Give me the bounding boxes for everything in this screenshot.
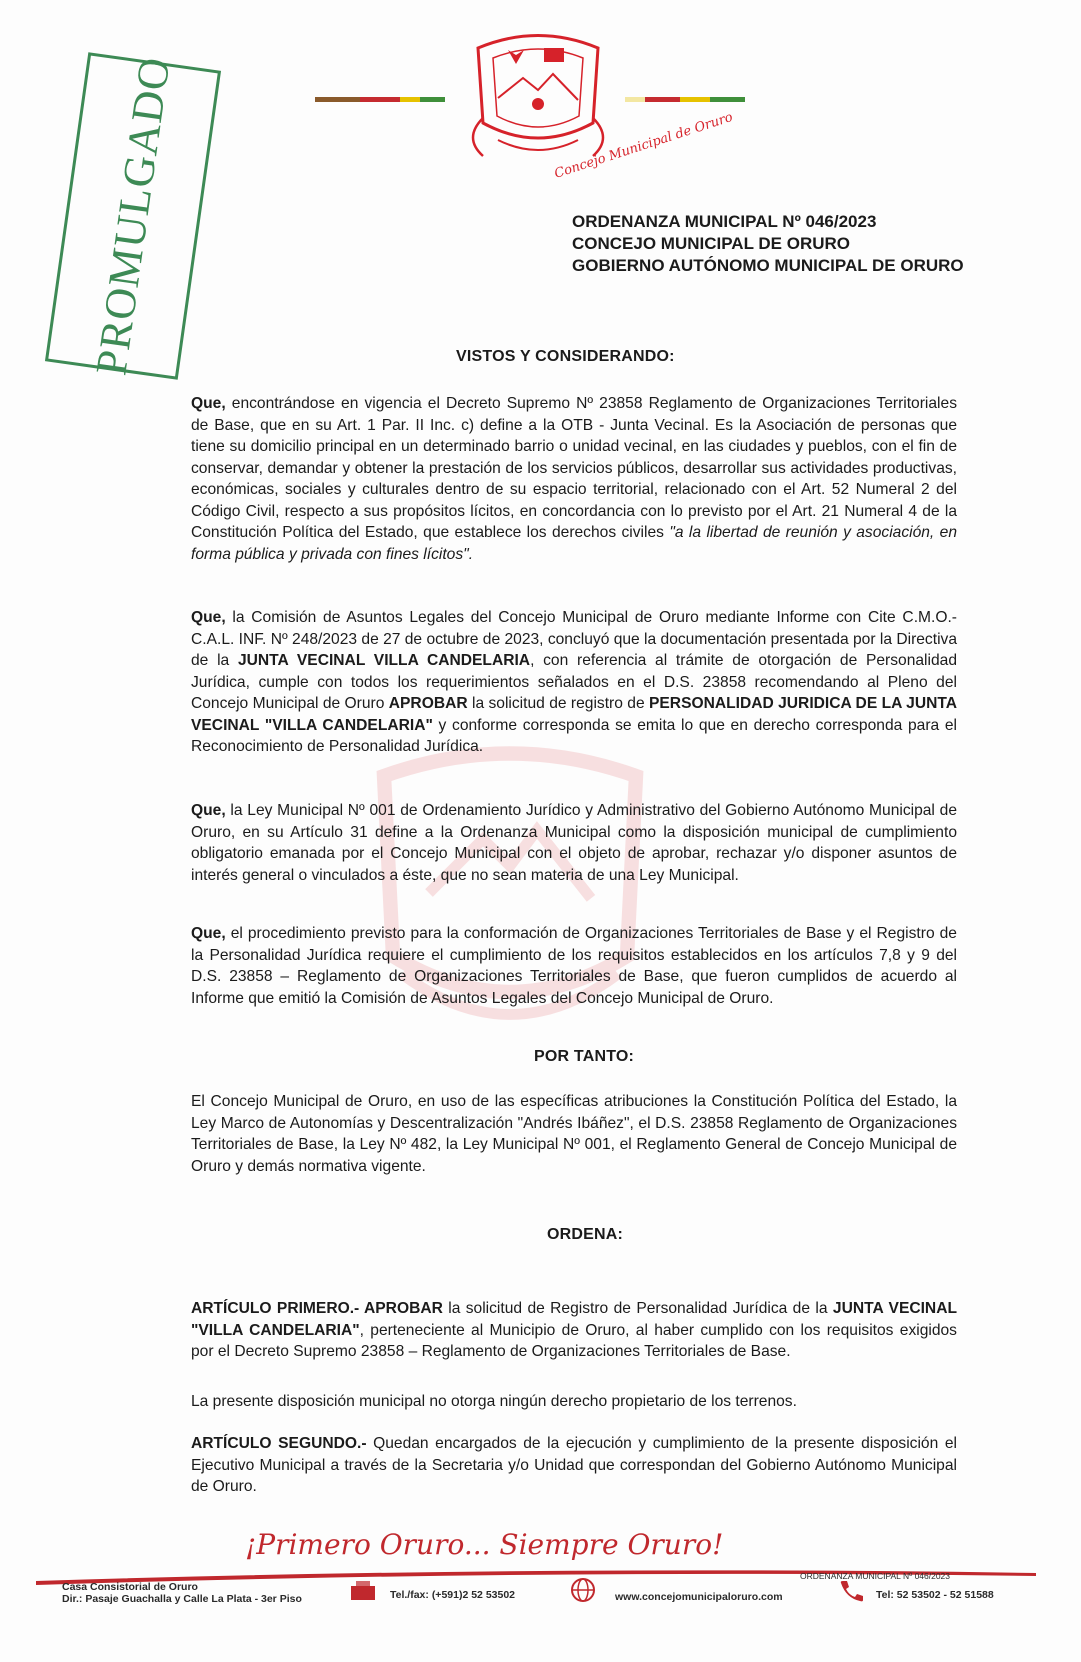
address-line-2: Dir.: Pasaje Guachalla y Calle La Plata - 3er Piso xyxy=(62,1593,302,1605)
footer-phone-fax: Tel./fax: (+591)2 52 53502 xyxy=(390,1589,516,1601)
articulo-segundo: ARTÍCULO SEGUNDO.- Quedan encargados de la ejecución y cumplimiento de la presente disposición el Ejecutivo Municipal a través de la Secretaria y/o Unidad que correspondan del Gobierno Autónomo Municipal de Oruro. xyxy=(191,1435,957,1495)
article-lead: ARTÍCULO PRIMERO.- APROBAR xyxy=(191,1300,443,1317)
considerando-paragraph-4: Que, el procedimiento previsto para la conformación de Organizaciones Territoriales de Base y el Registro de la Personalidad Jurídica requiere el cumplimiento de los requisitos establecidos en los artículos 7,8 y 9 del D.S. 23858 – Reglamento de Organizaciones Territoriales de Base, que fueron cumplidos de acuerdo al Informe que emitió la Comisión de Asuntos Legales del Concejo Municipal de Oruro. xyxy=(191,925,957,1007)
articulo-primero: ARTÍCULO PRIMERO.- APROBAR la solicitud de Registro de Personalidad Jurídica de la JUNTA VECINAL "VILLA CANDELARIA", perteneciente al Municipio de Oruro, al haber cumplido con los requisitos exigidos por el Decreto Supremo 23858 – Reglamento de Organizaciones Territoriales de Base. xyxy=(191,1300,957,1360)
phone-icon xyxy=(838,1579,866,1603)
promulgado-stamp xyxy=(45,52,221,380)
crest-caption: Concejo Municipal de Oruro xyxy=(552,109,735,182)
paragraph-lead: Que, xyxy=(191,925,226,942)
globe-icon xyxy=(570,1577,596,1603)
por-tanto-heading: POR TANTO: xyxy=(534,1048,635,1065)
council-name: CONCEJO MUNICIPAL DE ORURO xyxy=(572,234,851,253)
article-lead: ARTÍCULO SEGUNDO.- xyxy=(191,1435,367,1452)
footer-ordinance-ref: ORDENANZA MUNICIPAL Nº 046/2023 xyxy=(800,1571,951,1581)
considerando-paragraph-1: Que, encontrándose en vigencia el Decreto Supremo Nº 23858 Reglamento de Organizaciones Territoriales de Base, que en su Art. 1 Par. II Inc. c) define a la OTB - Junta Vecinal. Es la Asociación de personas que tiene su domicilio principal en un determinado barrio o unidad vecinal, en las ciudades y pueblos, con el fin de conservar, demandar y obtener la prestación de los servicios públicos, desarrollar sus actividades productivas, económicas, sociales y culturales dentro de su espacio territorial, relacionado con el Art. 52 Numeral 2 del Código Civil, respecto a sus propósitos lícitos, en concordancia con lo previsto por el Art. 21 Numeral 4 de la Constitución Política del Estado, que establece los derechos civiles "a la libertad de reunión y asociación, en forma pública y privada con fines lícitos". xyxy=(191,395,957,563)
por-tanto-paragraph: El Concejo Municipal de Oruro, en uso de las específicas atribuciones la Constitución Política del Estado, la Ley Marco de Autonomías y Descentralización "Andrés Ibáñez", el D.S. 23858 Reglamento de Organizaciones Territoriales de Base, la Ley Nº 482, la Ley Municipal Nº 001, el Reglamento General de Concejo Municipal de Oruro y demás normativa vigente. xyxy=(191,1093,957,1175)
ordinance-header xyxy=(572,211,964,277)
considerando-paragraph-3: Que, la Ley Municipal Nº 001 de Ordenamiento Jurídico y Administrativo del Gobierno Autónomo Municipal de Oruro, en su Artículo 31 define a la Ordenanza Municipal como la disposición municipal de cumplimiento obligatorio emanada por el Concejo Municipal con el objeto de aprobar, rechazar y/o disponer asuntos de interés general o vinculados a éste, que no sean materia de una Ley Municipal. xyxy=(191,802,957,884)
color-band-right xyxy=(625,97,745,102)
color-band-left xyxy=(315,97,445,102)
address-line-1: Casa Consistorial de Oruro xyxy=(62,1581,198,1593)
stamp-text: PROMULGADO xyxy=(86,53,180,379)
fax-icon xyxy=(350,1580,376,1604)
paragraph-lead: Que, xyxy=(191,395,226,412)
considerando-paragraph-2: Que, la Comisión de Asuntos Legales del Concejo Municipal de Oruro mediante Informe con Cite C.M.O.-C.A.L. INF. Nº 248/2023 de 27 de octubre de 2023, concluyó que la documentación presentada por la Directiva de la JUNTA VECINAL VILLA CANDELARIA, con referencia al trámite de otorgación de Personalidad Jurídica, cumple con todos los requerimientos señalados en el D.S. 23858 recomendando al Pleno del Concejo Municipal de Oruro APROBAR la solicitud de registro de PERSONALIDAD JURIDICA DE LA JUNTA VECINAL "VILLA CANDELARIA" y conforme corresponda se emita lo que en derecho corresponda para el Reconocimiento de Personalidad Jurídica. xyxy=(191,609,958,755)
ordena-heading: ORDENA: xyxy=(547,1226,624,1243)
paragraph-lead: Que, xyxy=(191,609,226,626)
paragraph-lead: Que, xyxy=(191,802,226,819)
footer-slogan: ¡Primero Oruro... Siempre Oruro! xyxy=(245,1528,724,1561)
government-name: GOBIERNO AUTÓNOMO MUNICIPAL DE ORURO xyxy=(572,256,964,275)
footer-address xyxy=(62,1581,302,1605)
footer-phones: Tel: 52 53502 - 52 51588 xyxy=(876,1589,994,1601)
footer-website-link[interactable]: www.concejomunicipaloruro.com xyxy=(615,1591,783,1603)
articulo-primero-note: La presente disposición municipal no otorga ningún derecho propietario de los terrenos. xyxy=(191,1393,797,1410)
ordinance-number: ORDENANZA MUNICIPAL Nº 046/2023 xyxy=(572,212,877,231)
municipal-crest-logo xyxy=(438,28,735,208)
crest-watermark xyxy=(330,730,690,1110)
vistos-heading: VISTOS Y CONSIDERANDO: xyxy=(456,348,675,365)
